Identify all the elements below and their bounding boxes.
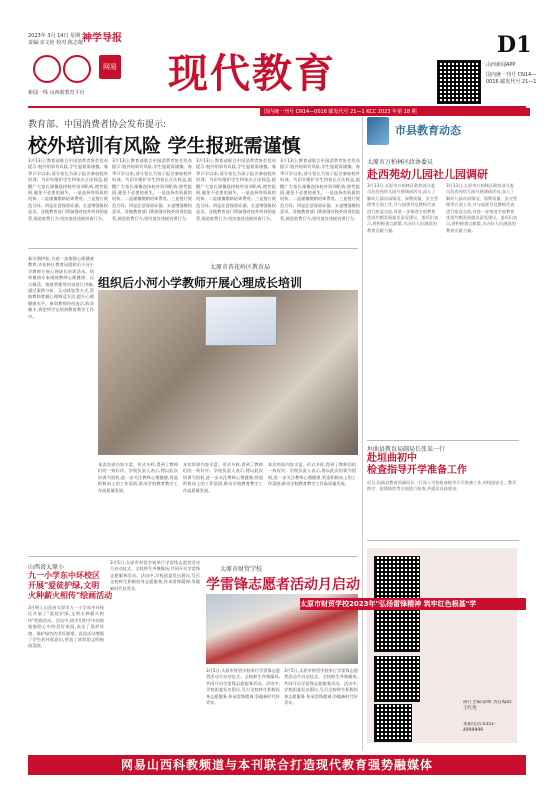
bottom-left-headline: 九一小学东中环校区 开展"爱徒护绿,文明 火种薪火相传"绘画活动	[28, 571, 113, 600]
bottom-mid-body-2: 3月5日,太原市财贸学校举行学雷锋志愿者活动月启动仪式。全校师生齐聚操场,共同开启学雷锋志愿服务活动。活动中,学校团委发出倡议,号召全校师生积极投身志愿服务,传承雷锋精神,争做新时代好青年。	[284, 668, 358, 706]
sidebar-story2-kicker: 垣曲县教育局副局长张某一行	[367, 446, 446, 453]
bottom-left-body: 3月9日,山西省太原市九一小学东中环校区开展了"爱徒护绿,文明火种薪火相传"绘画活动。活动中,同学们用手中的画笔描绘心中的美好家园,表达了爱护环境、保护绿色的美好愿望。此次活动增强了学生的环保意识,营造了浓厚的文明校园氛围。	[28, 605, 104, 649]
sidebar-ad-label: 执行主编:薛峰 责任编辑:王红英	[463, 700, 513, 712]
mid-right-body-2: 本次培训内容丰富、形式多样,得到了教师们的一致好评。学校负责人表示,将以此次培训为契机,进一步关注教师心理健康,营造积极向上的工作氛围,推动学校教育教学工作高质量发展。	[183, 462, 263, 493]
mid-photo-screen	[205, 296, 277, 346]
sidebar-section-title: 市县教育动态	[395, 124, 461, 137]
sidebar-divider-1	[367, 440, 519, 441]
sidebar-story1-body-2: 3月13日,太原市万柏林区政协部分委员赴西苑幼儿园开展调研活动,深入了解幼儿园办园情况、保教质量、安全管理等方面工作,并与园领导及教师代表进行座谈交流,对进一步推进学前教育优质均衡发展提出意见建议。委员们表示,将积极建言献策,为办好人民满意的教育贡献力量。	[446, 183, 518, 233]
mid-headline: 组织后小河小学教师开展心理成长培训	[98, 276, 303, 290]
masthead-red-circle-2	[63, 55, 91, 83]
masthead-sub-left: 新闻一线 山西新教育平台	[28, 90, 85, 96]
lead-headline: 校外培训有风险 学生报班需谨慎	[28, 135, 301, 157]
bottom-mid-kicker: 太原市财贸学校	[220, 566, 263, 573]
sidebar-qr-3	[374, 656, 420, 702]
lead-body-col4: 3月13日,教育部联合中国消费者协会发布提示:校外培训有风险,学生报班需谨慎。春季开学以来,部分家长为孩子报名参加校外培训。为切实维护学生和家长合法权益,提醒广大家长谨慎选择校外培训机构,理性报班,避免不必要的损失。一是选择有资质的机构。二是谨慎缴纳培训费用。三是签订规范合同。四是注意保留证据。五是增强维权意识。各地教育部门将加强对校外培训的监管,规范收费行为,坚决查处违规培训行为。	[280, 158, 360, 221]
footer-small: 国内统一刊号 CN14—0016 邮发代号 21—1	[486, 72, 537, 85]
bottom-mid-leftcol: 3月5日,太原市财贸学校举行学雷锋志愿者活动月启动仪式。全校师生齐聚操场,共同开启学雷锋志愿服务活动。活动中,学校团委发出倡议,号召全校师生积极投身志愿服务,传承雷锋精神,争做新时代好青年。	[110, 560, 200, 591]
lead-body-col3: 3月13日,教育部联合中国消费者协会发布提示:校外培训有风险,学生报班需谨慎。春季开学以来,部分家长为孩子报名参加校外培训。为切实维护学生和家长合法权益,提醒广大家长谨慎选择校外培训机构,理性报班,避免不必要的损失。一是选择有资质的机构。二是谨慎缴纳培训费用。三是签订规范合同。四是注意保留证据。五是增强维权意识。各地教育部门将加强对校外培训的监管,规范收费行为,坚决查处违规培训行为。	[196, 158, 276, 221]
bottom-mid-headline: 学雷锋志愿者活动月启动	[206, 577, 360, 593]
qr-code	[437, 60, 481, 104]
editor-line: 责编:宋文艳 校对:陈志敬	[28, 40, 83, 46]
sidebar-qr-1	[374, 556, 420, 602]
sidebar-story2-body: 近日,垣曲县教育局副局长一行深入学校检查指导开学准备工作,对校园安全、教学秩序、疫情防控等方面进行检查,并提出具体要求。	[367, 480, 517, 492]
mid-kicker: 太原市杏花岭区教育局	[210, 264, 271, 271]
brand-small: 神学导报	[82, 33, 122, 44]
bottom-mid-banner-text: 太原市财贸学校2023年"弘扬雷锋精神 筑牢红色根基"学	[300, 598, 526, 610]
sidebar-story1-headline: 赴西苑幼儿园社儿园调研	[367, 168, 488, 181]
sidebar-qr-2	[374, 606, 420, 652]
lead-kicker: 教育部、中国消费者协会发布提示:	[28, 120, 167, 130]
qr-label: 山西新闻APP	[486, 62, 516, 68]
sidebar-ad-sub: 本版电话:0351-4999999	[463, 722, 496, 734]
sidebar-story1-kicker: 太原市万柏林区政协委员	[367, 159, 434, 166]
lead-divider	[28, 248, 358, 249]
mid-left-body: 新学期伊始,为进一步加强心理健康教育,杏花岭区教育局组织后小河小学教师开展心理成长培训活动。培训邀请专家围绕教师心理健康、压力调适、情绪管理等内容进行讲解,通过案例分析、互动体验等方式,帮助教师掌握心理调适方法,提升心理健康水平。参训教师纷纷表示,收获颇丰,将把所学运用到教育教学工作中。	[28, 256, 94, 319]
sidebar-qr-4	[374, 704, 412, 742]
bottom-mid-body-1: 3月5日,太原市财贸学校举行学雷锋志愿者活动月启动仪式。全校师生齐聚操场,共同开启学雷锋志愿服务活动。活动中,学校团委发出倡议,号召全校师生积极投身志愿服务,传承雷锋精神,争做新时代好青年。	[206, 668, 280, 706]
paper-title: 现代教育	[168, 50, 336, 97]
bottom-left-kicker: 山西省太原小	[28, 564, 65, 571]
lead-body-col1: 3月13日,教育部联合中国消费者协会发布提示:校外培训有风险,学生报班需谨慎。春季开学以来,部分家长为孩子报名参加校外培训。为切实维护学生和家长合法权益,提醒广大家长谨慎选择校外培训机构,理性报班,避免不必要的损失。一是选择有资质的机构。二是谨慎缴纳培训费用。三是签订规范合同。四是注意保留证据。五是增强维权意识。各地教育部门将加强对校外培训的监管,规范收费行为,坚决查处违规培训行为。	[28, 158, 108, 221]
logo-badge: 网易	[99, 55, 121, 79]
sidebar-story1-body: 3月13日,太原市万柏林区政协部分委员赴西苑幼儿园开展调研活动,深入了解幼儿园办园情况、保教质量、安全管理等方面工作,并与园领导及教师代表进行座谈交流,对进一步推进学前教育优质均衡发展提出意见建议。委员们表示,将积极建言献策,为办好人民满意的教育贡献力量。	[367, 183, 439, 233]
mid-divider	[28, 556, 358, 557]
sidebar-section-icon	[367, 117, 389, 145]
footer-banner: 网易山西科教频道与本刊联合打造现代教育强势融媒体	[28, 755, 526, 775]
lead-body-col2: 3月13日,教育部联合中国消费者协会发布提示:校外培训有风险,学生报班需谨慎。春季开学以来,部分家长为孩子报名参加校外培训。为切实维护学生和家长合法权益,提醒广大家长谨慎选择校外培训机构,理性报班,避免不必要的损失。一是选择有资质的机构。二是谨慎缴纳培训费用。三是签订规范合同。四是注意保留证据。五是增强维权意识。各地教育部门将加强对校外培训的监管,规范收费行为,坚决查处违规培训行为。	[112, 158, 192, 221]
date-line: 2023年 3月 14日 星期二	[28, 33, 86, 39]
mid-right-body-3: 本次培训内容丰富、形式多样,得到了教师们的一致好评。学校负责人表示,将以此次培训为契机,进一步关注教师心理健康,营造积极向上的工作氛围,推动学校教育教学工作高质量发展。	[268, 462, 356, 487]
page-number: D1	[497, 32, 532, 58]
masthead-red-circle	[33, 55, 61, 83]
sidebar-story2-headline: 赴垣曲初中 检查指导开学准备工作	[367, 453, 467, 476]
mid-right-body-1: 本次培训内容丰富、形式多样,得到了教师们的一致好评。学校负责人表示,将以此次培训为契机,进一步关注教师心理健康,营造积极向上的工作氛围,推动学校教育教学工作高质量发展。	[98, 462, 178, 493]
sidebar-divider-2	[367, 540, 519, 541]
top-rule-text: 国内统一刊号 CN14—0016 邮发代号 21—1 KCC 2023 年第 18 期	[260, 108, 530, 116]
